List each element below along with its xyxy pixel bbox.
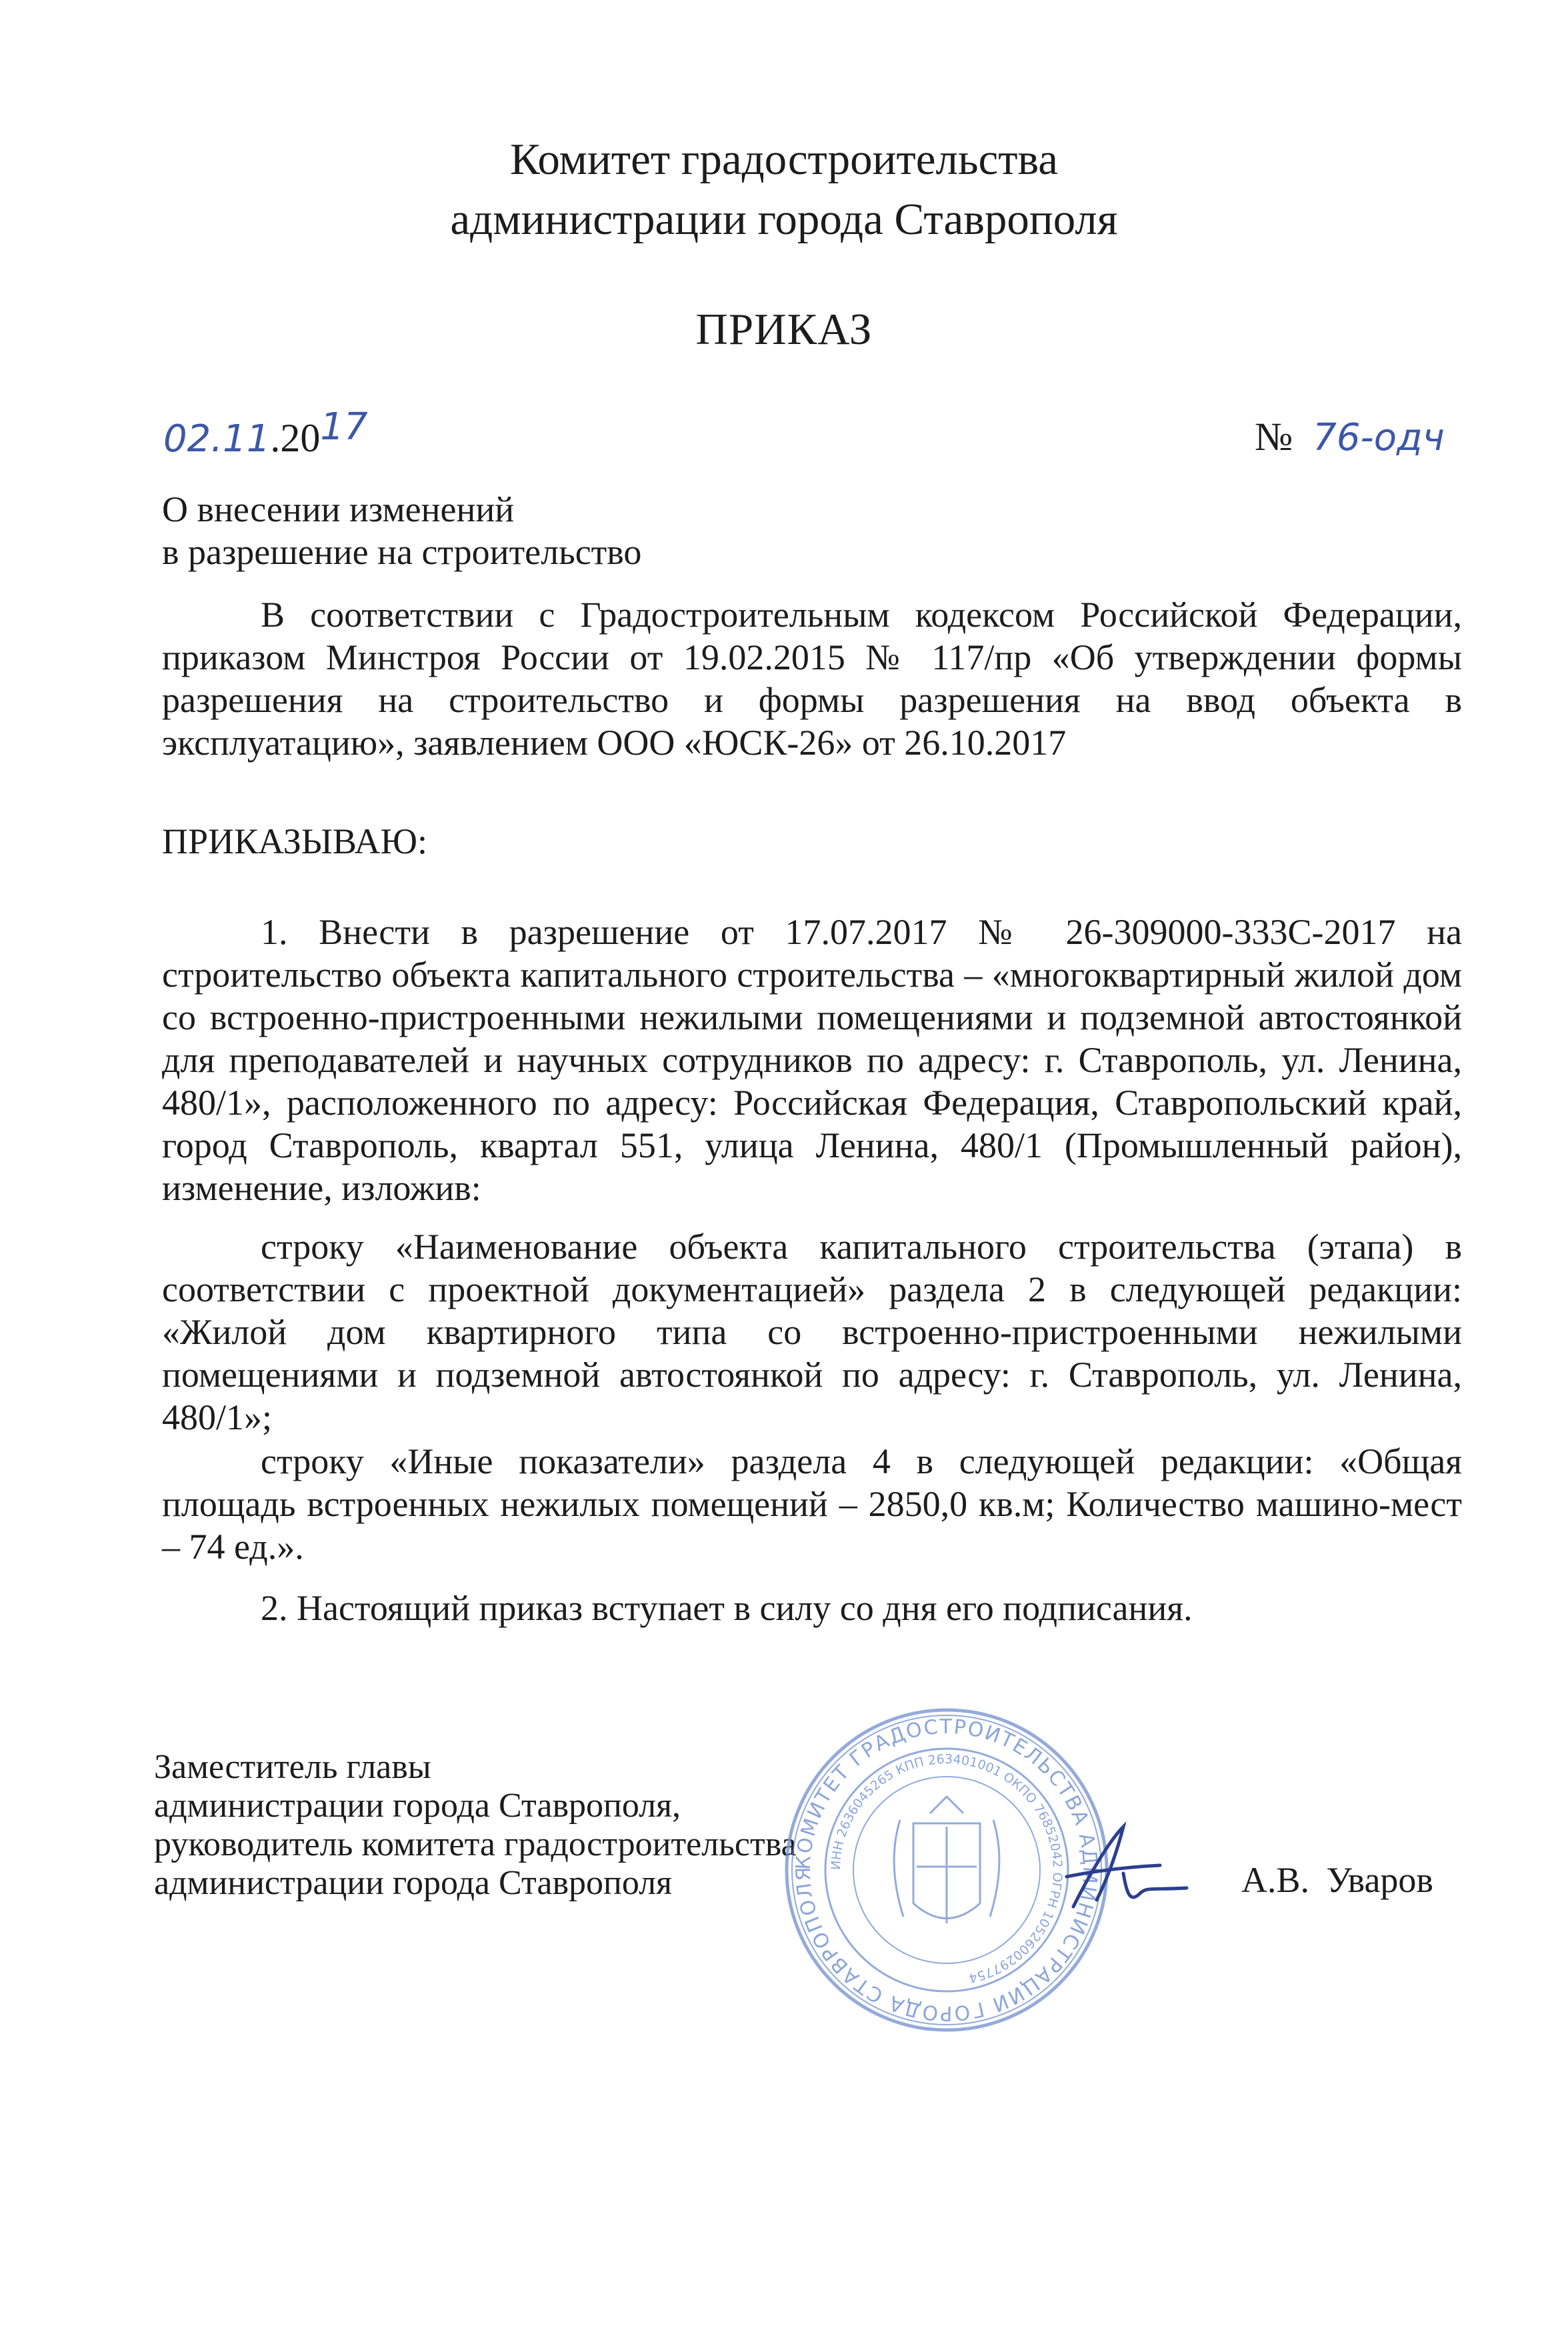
org-name-line2: администрации города Ставрополя bbox=[450, 195, 1118, 244]
position-line4: администрации города Ставрополя bbox=[154, 1864, 673, 1902]
org-name-line1: Комитет градостроительства bbox=[509, 135, 1059, 184]
subject-line1: О внесении изменений bbox=[162, 489, 515, 529]
number-sign: № bbox=[1255, 415, 1293, 459]
document-number bbox=[1255, 413, 1445, 461]
order-item-1-change-a: строку «Наименование объекта капитального строительства (этапа) в соответствии с проектной документацией» раздела 2 в следующей редакции: «Жилой дом квартирного типа со встроенно-пристроенными нежилыми помещениями и подземной автостоянкой по адресу: г. Ставрополь, ул. Ленина, 480/1»; bbox=[162, 1227, 1462, 1437]
order-word: ПРИКАЗЫВАЮ: bbox=[162, 821, 427, 861]
stamp-outer-text: КОМИТЕТ ГРАДОСТРОИТЕЛЬСТВА АДМИНИСТРАЦИИ ГОРОДА СТАВРОПОЛЯ bbox=[791, 1715, 1102, 2025]
signatory-position bbox=[154, 1748, 797, 1903]
number-handwritten: 76-одч bbox=[1313, 416, 1445, 459]
stamp-inner-text: ИНН 2636045265 КПП 263401001 ОКПО 76852042 ОГРН 1052600297754 bbox=[828, 1751, 1065, 1986]
position-line3: руководитель комитета градостроительства bbox=[154, 1825, 797, 1863]
handwritten-signature bbox=[1060, 1813, 1193, 1920]
order-item-2: 2. Настоящий приказ вступает в силу со дня его подписания. bbox=[261, 1588, 1193, 1628]
basis-paragraph: В соответствии с Градостроительным кодексом Российской Федерации, приказом Минстроя России от 19.02.2015 № 117/пр «Об утверждении формы разрешения на строительство и формы разрешения на ввод объекта в эксплуатацию», заявлением ООО «ЮСК-26» от 26.10.2017 bbox=[162, 595, 1462, 763]
coat-of-arms-icon bbox=[894, 1797, 999, 1923]
position-line2: администрации города Ставрополя, bbox=[154, 1787, 681, 1825]
subject-line2: в разрешение на строительство bbox=[162, 532, 642, 572]
order-item-1-change-b: строку «Иные показатели» раздела 4 в следующей редакции: «Общая площадь встроенных нежилых помещений – 2850,0 кв.м; Количество машино-мест – 74 ед.». bbox=[162, 1441, 1462, 1567]
date-handwritten-year: 17 bbox=[320, 405, 368, 449]
date-year-prefix: .20 bbox=[270, 416, 321, 460]
document-date bbox=[163, 404, 368, 463]
date-handwritten-day-month: 02.11 bbox=[163, 417, 271, 461]
position-line1: Заместитель главы bbox=[154, 1748, 431, 1786]
document-subject bbox=[162, 488, 641, 573]
document-type-title: ПРИКАЗ bbox=[695, 305, 873, 354]
order-item-1: 1. Внести в разрешение от 17.07.2017 № 26-309000-333С-2017 на строительство объекта капитального строительства – «многоквартирный жилой дом со встроенно-пристроенными нежилыми помещениями и подземной автостоянкой для преподавателей и научных сотрудников по адресу: г. Ставрополь, ул. Ленина, 480/1», расположенного по адресу: Российская Федерация, Ставропольский край, город Ставрополь, квартал 551, улица Ленина, 480/1 (Промышленный район), изменение, изложив: bbox=[162, 912, 1462, 1208]
signatory-name: А.В. Уваров bbox=[1241, 1860, 1433, 1900]
